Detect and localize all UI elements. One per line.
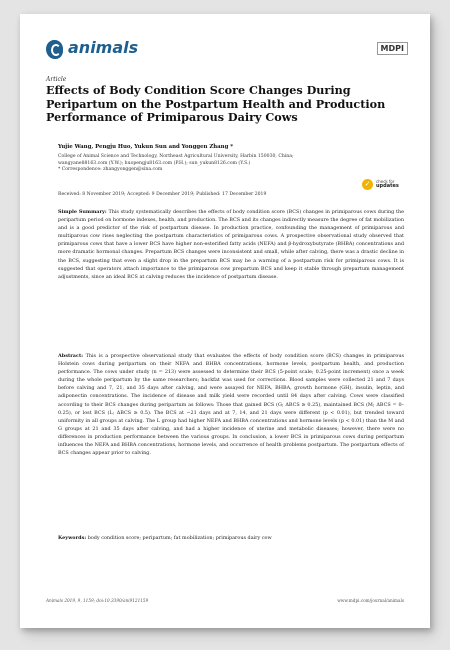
simple-summary-text: This study systematically describes the effects of body condition score (BCS) changes in primiparous cows during the peripartum period on hormone indexes, health, and production. The BCS and its changes indirectly measure the degree of fat mobilization and is a good predictor of the risk of postpartum disease. In production practice, confounding the management of primiparous and multiparous cow rises neglecting the postpartum characteristics of primiparous cows. A prospective observational study observed that primiparous cows that have a lower BCS have higher non-esterified fatty acids (NEFA) and β-hydroxybutyrate (BHBA) concentrations and more dramatic hormonal changes. Prepartum BCS changes were inconsistent and small, while after calving, there was a drastic decline in the BCS, suggesting that even a slight drop in the prepartum BCS may be a warning of a postpartum risk for primiparous cows. It is suggested that operators attach importance to the primiparous cow prepartum BCS and keep it stable through prepartum management adjustments, since an ideal BCS at calving reduces the incidence of postpartum disease. [58,209,404,280]
citation: Animals 2019, 9, 1159; doi:10.3390/ani9121159 [46,598,149,603]
abstract [58,352,404,457]
abstract-label: Abstract: [58,353,84,359]
keywords-text: body condition score; peripartum; fat mobilization; primiparous dairy cow [87,535,272,541]
article-type: Article [46,76,67,83]
author-list: Yujie Wang, Pengju Huo, Yukun Sun and Yonggen Zhang * [58,144,234,150]
abstract-text: This is a prospective observational study that evaluates the effects of body condition score (BCS) changes in primiparous Holstein cows during peripartum on their NEFA and BHBA concentrations, hormone levels, postpartum health, and production performance. The cows under study (n = 213) were assessed to determine their BCS (5-point scale; 0.25-point increment) once a week during the whole peripartum by the same researchers; backfat was used for corrections. Blood samples were collected 21 and 7 days before calving and 7, 21, and 35 days after calving, and were assayed for NEFA, BHBA, growth hormone (GH), insulin, leptin, and adiponectin concentrations. The incidence of disease and milk yield were recorded until 84 days after calving. Cows were classified according to their BCS changes during peripartum as follows: Those that gained BCS (G; ΔBCS ≥ 0.25), maintained BCS (M; ΔBCS = 0–0.25), or lost BCS (L; ΔBCS ≥ 0.5). The BCS at −21 days and at 7, 14, and 21 days were different (p < 0.01), but trended toward uniformity in all groups at calving. The L group had higher NEFA and BHBA concentrations and hormone levels (p < 0.01) than the M and G groups at 21 and 35 days after calving, and had a higher incidence of uterine and metabolic diseases; however, there were no differences in production performance between the various groups. In conclusion, a lower BCS in primiparous cows during peripartum influences the NEFA and BHBA concentrations, hormone levels, and occurrence of health problems postpartum. The postpartum effects of BCS changes appear prior to calving. [58,353,404,457]
journal-header [46,38,408,64]
correspondence-line: * Correspondence: zhangyonggen@sina.com [58,167,163,173]
affiliation-line: College of Animal Science and Technology, Northeast Agricultural University, Harbin 150030, China; [58,154,294,159]
paper-page [20,14,430,628]
check-for-updates-badge[interactable] [362,177,402,195]
affiliation-block [58,154,368,174]
keywords [58,534,404,542]
email-line: wangyane88163.com (Y.W.); huopengju8163.com (P.H.); sun_yukun8126.com (Y.S.) [58,160,251,166]
simple-summary-label: Simple Summary: [58,209,107,215]
publisher-logo: MDPI [377,42,408,55]
simple-summary [58,208,404,281]
keywords-label: Keywords: [58,535,87,541]
journal-url-link[interactable]: www.mdpi.com/journal/animals [337,598,404,603]
journal-logo-icon [46,40,63,59]
paper-title: Effects of Body Condition Score Changes During Peripartum on the Postpartum Health and Production Performance of Primiparous Dairy Cows [46,83,386,124]
journal-name: animals [68,38,139,57]
check-updates-label: check for updates [376,179,399,189]
check-updates-icon: ✓ [362,179,373,190]
publication-dates: Received: 8 November 2019; Accepted: 9 December 2019; Published: 17 December 2019 [58,192,267,197]
